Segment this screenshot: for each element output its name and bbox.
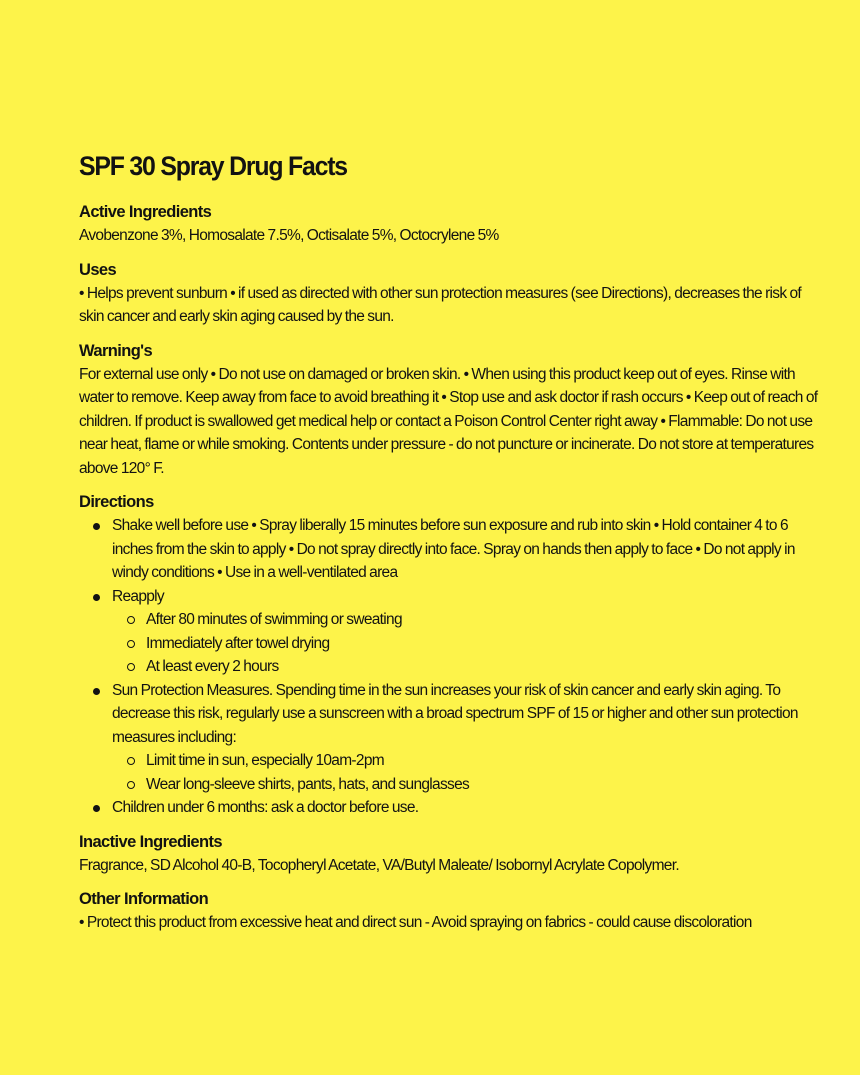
sub-item-text: After 80 minutes of swimming or sweating xyxy=(146,611,402,628)
uses-text: • Helps prevent sunburn • if used as directed with other sun protection measures (see Directions), decreases the risk of skin cancer and early skin aging caused by the sun. xyxy=(79,284,802,325)
list-item xyxy=(146,655,828,679)
direction-text: Children under 6 months: ask a doctor before use. xyxy=(112,799,419,816)
other-information-heading: Other Information xyxy=(79,890,209,908)
warnings-heading: Warning's xyxy=(79,341,153,360)
direction-text: Reapply xyxy=(112,587,164,605)
circle-bullet-icon xyxy=(127,616,135,624)
inactive-ingredients-text: Fragrance, SD Alcohol 40-B, Tocopheryl Acetate, VA/Butyl Maleate/ Isobornyl Acrylate Copolymer. xyxy=(79,856,679,874)
direction-text: Sun Protection Measures. Spending time in the sun increases your risk of skin cancer and early skin aging. To decrease this risk, regularly use a sunscreen with a broad spectrum SPF of 15 or higher and other sun protection measures including: xyxy=(112,681,798,746)
direction-text: Shake well before use • Spray liberally 15 minutes before sun exposure and rub into skin • Hold container 4 to 6 inches from the skin to apply • Do not spray directly into face. Spray on hands then apply to face • Do not apply in windy conditions • Use in a well-ventilated area xyxy=(112,517,795,581)
bullet-icon xyxy=(93,594,100,601)
active-ingredients-heading: Active Ingredients xyxy=(79,203,212,221)
inactive-ingredients-heading: Inactive Ingredients xyxy=(79,832,222,851)
bullet-icon xyxy=(93,688,100,695)
circle-bullet-icon xyxy=(127,640,135,648)
sub-item-text: Limit time in sun, especially 10am-2pm xyxy=(146,752,384,769)
circle-bullet-icon xyxy=(127,663,135,671)
sub-item-text: Wear long-sleeve shirts, pants, hats, and sunglasses xyxy=(146,775,470,793)
protection-sublist xyxy=(112,749,828,796)
list-item xyxy=(112,796,828,820)
active-ingredients-text: Avobenzone 3%, Homosalate 7.5%, Octisalate 5%, Octocrylene 5% xyxy=(79,227,499,244)
sub-item-text: Immediately after towel drying xyxy=(146,634,330,652)
circle-bullet-icon xyxy=(127,757,135,765)
other-information-text: • Protect this product from excessive heat and direct sun - Avoid spraying on fabrics - could cause discoloration xyxy=(79,914,752,931)
list-item xyxy=(112,514,828,585)
uses-heading: Uses xyxy=(79,260,117,279)
warnings-section xyxy=(79,339,828,481)
list-item xyxy=(146,749,828,773)
warnings-text: For external use only • Do not use on damaged or broken skin. • When using this product keep out of eyes. Rinse with water to remove. Keep away from face to avoid breathing it • Stop use and ask doctor if rash occurs • Keep out of reach of children. If product is swallowed get medical help or contact a Poison Control Center right away • Flammable: Do not use near heat, flame or while smoking. Contents under pressure - do not puncture or incinerate. Do not store at temperatures above 120° F. xyxy=(79,365,818,477)
directions-heading: Directions xyxy=(79,493,154,511)
circle-bullet-icon xyxy=(127,781,135,789)
list-item xyxy=(146,632,828,656)
list-item xyxy=(112,585,828,679)
directions-list xyxy=(79,514,828,820)
inactive-ingredients-section xyxy=(79,830,828,878)
list-item xyxy=(146,773,828,797)
sub-item-text: At least every 2 hours xyxy=(146,658,279,675)
reapply-sublist xyxy=(112,608,828,679)
active-ingredients-section xyxy=(79,200,828,248)
list-item xyxy=(112,679,828,797)
uses-section xyxy=(79,258,828,329)
bullet-icon xyxy=(93,523,100,530)
bullet-icon xyxy=(93,805,100,812)
page-title: SPF 30 Spray Drug Facts xyxy=(79,151,347,181)
other-information-section xyxy=(79,887,828,935)
list-item xyxy=(146,608,828,632)
directions-section xyxy=(79,490,828,820)
